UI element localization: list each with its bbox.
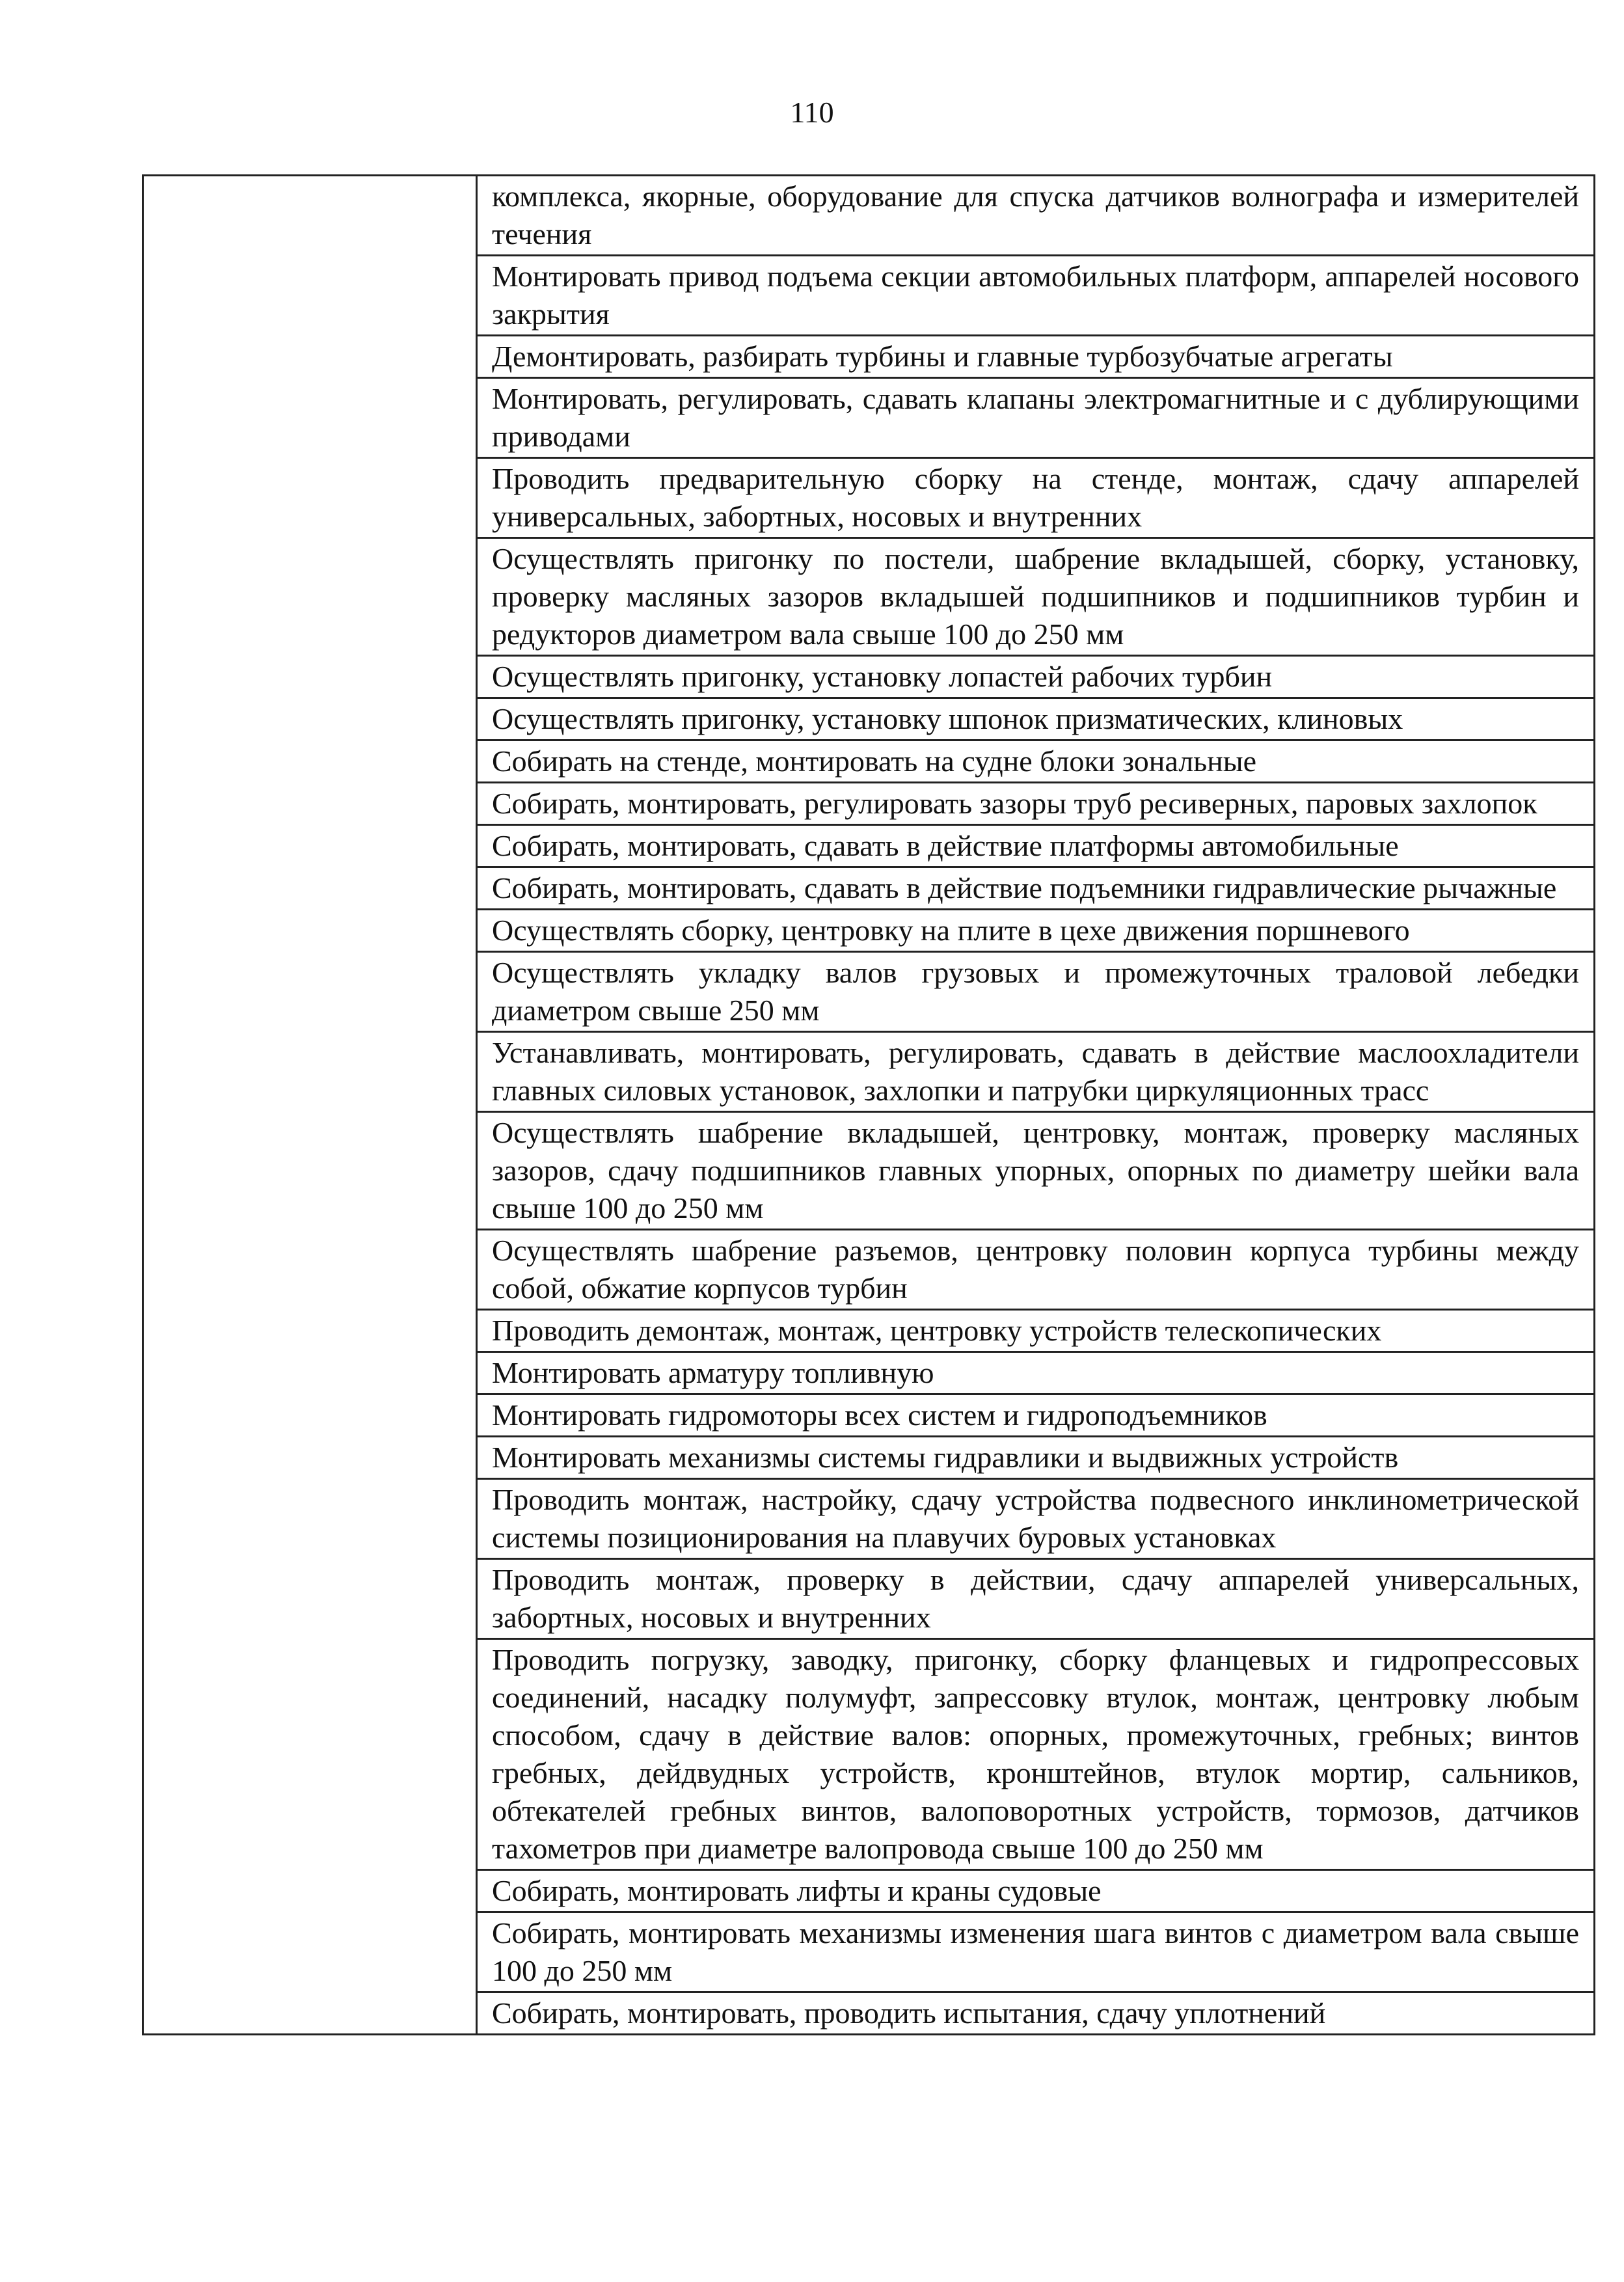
task-cell: Осуществлять шабрение разъемов, центровку половин корпуса турбины между собой, обжатие корпусов турбин xyxy=(477,1230,1595,1310)
task-cell: Проводить монтаж, проверку в действии, сдачу аппарелей универсальных, забортных, носовых и внутренних xyxy=(477,1559,1595,1639)
task-cell: Собирать, монтировать, сдавать в действие подъемники гидравлические рычажные xyxy=(477,867,1595,910)
table-row xyxy=(143,176,1595,256)
task-cell: Осуществлять сборку, центровку на плите в цехе движения поршневого xyxy=(477,910,1595,952)
task-cell: Собирать на стенде, монтировать на судне блоки зональные xyxy=(477,740,1595,783)
page-number: 110 xyxy=(790,96,834,129)
task-cell: Осуществлять пригонку, установку шпонок призматических, клиновых xyxy=(477,698,1595,740)
task-cell: Монтировать арматуру топливную xyxy=(477,1352,1595,1394)
task-cell: Собирать, монтировать лифты и краны судовые xyxy=(477,1870,1595,1912)
task-cell: Монтировать механизмы системы гидравлики и выдвижных устройств xyxy=(477,1437,1595,1479)
task-cell: Проводить демонтаж, монтаж, центровку устройств телескопических xyxy=(477,1310,1595,1352)
task-cell: комплекса, якорные, оборудование для спуска датчиков волнографа и измерителей течения xyxy=(477,176,1595,256)
task-cell: Монтировать, регулировать, сдавать клапаны электромагнитные и с дублирующими приводами xyxy=(477,378,1595,458)
task-cell: Монтировать гидромоторы всех систем и гидроподъемников xyxy=(477,1394,1595,1437)
task-cell: Собирать, монтировать, сдавать в действие платформы автомобильные xyxy=(477,825,1595,867)
task-cell: Собирать, монтировать, регулировать зазоры труб ресиверных, паровых захлопок xyxy=(477,783,1595,825)
left-column-empty-cell xyxy=(143,176,477,2035)
task-cell: Осуществлять шабрение вкладышей, центровку, монтаж, проверку масляных зазоров, сдачу подшипников главных упорных, опорных по диаметру шейки вала свыше 100 до 250 мм xyxy=(477,1112,1595,1230)
task-cell: Осуществлять пригонку, установку лопастей рабочих турбин xyxy=(477,656,1595,698)
task-cell: Проводить монтаж, настройку, сдачу устройства подвесного инклинометрической системы позиционирования на плавучих буровых установках xyxy=(477,1479,1595,1559)
task-cell: Собирать, монтировать, проводить испытания, сдачу уплотнений xyxy=(477,1992,1595,2035)
task-cell: Монтировать привод подъема секции автомобильных платформ, аппарелей носового закрытия xyxy=(477,256,1595,336)
task-cell: Устанавливать, монтировать, регулировать, сдавать в действие маслоохладители главных силовых установок, захлопки и патрубки циркуляционных трасс xyxy=(477,1032,1595,1112)
work-tasks-table xyxy=(142,174,1595,2035)
task-cell: Демонтировать, разбирать турбины и главные турбозубчатые агрегаты xyxy=(477,336,1595,378)
task-cell: Собирать, монтировать механизмы изменения шага винтов с диаметром вала свыше 100 до 250 мм xyxy=(477,1912,1595,1992)
task-cell: Осуществлять пригонку по постели, шабрение вкладышей, сборку, установку, проверку масляных зазоров вкладышей подшипников и подшипников турбин и редукторов диаметром вала свыше 100 до 250 мм xyxy=(477,538,1595,656)
task-cell: Проводить предварительную сборку на стенде, монтаж, сдачу аппарелей универсальных, забортных, носовых и внутренних xyxy=(477,458,1595,538)
task-cell: Осуществлять укладку валов грузовых и промежуточных траловой лебедки диаметром свыше 250 мм xyxy=(477,952,1595,1032)
task-cell: Проводить погрузку, заводку, пригонку, сборку фланцевых и гидропрессовых соединений, насадку полумуфт, запрессовку втулок, монтаж, центровку любым способом, сдачу в действие валов: опорных, промежуточных, гребных; винтов гребных, дейдвудных устройств, кронштейнов, втулок мортир, сальников, обтекателей гребных винтов, валоповоротных устройств, тормозов, датчиков тахометров при диаметре валопровода свыше 100 до 250 мм xyxy=(477,1639,1595,1870)
